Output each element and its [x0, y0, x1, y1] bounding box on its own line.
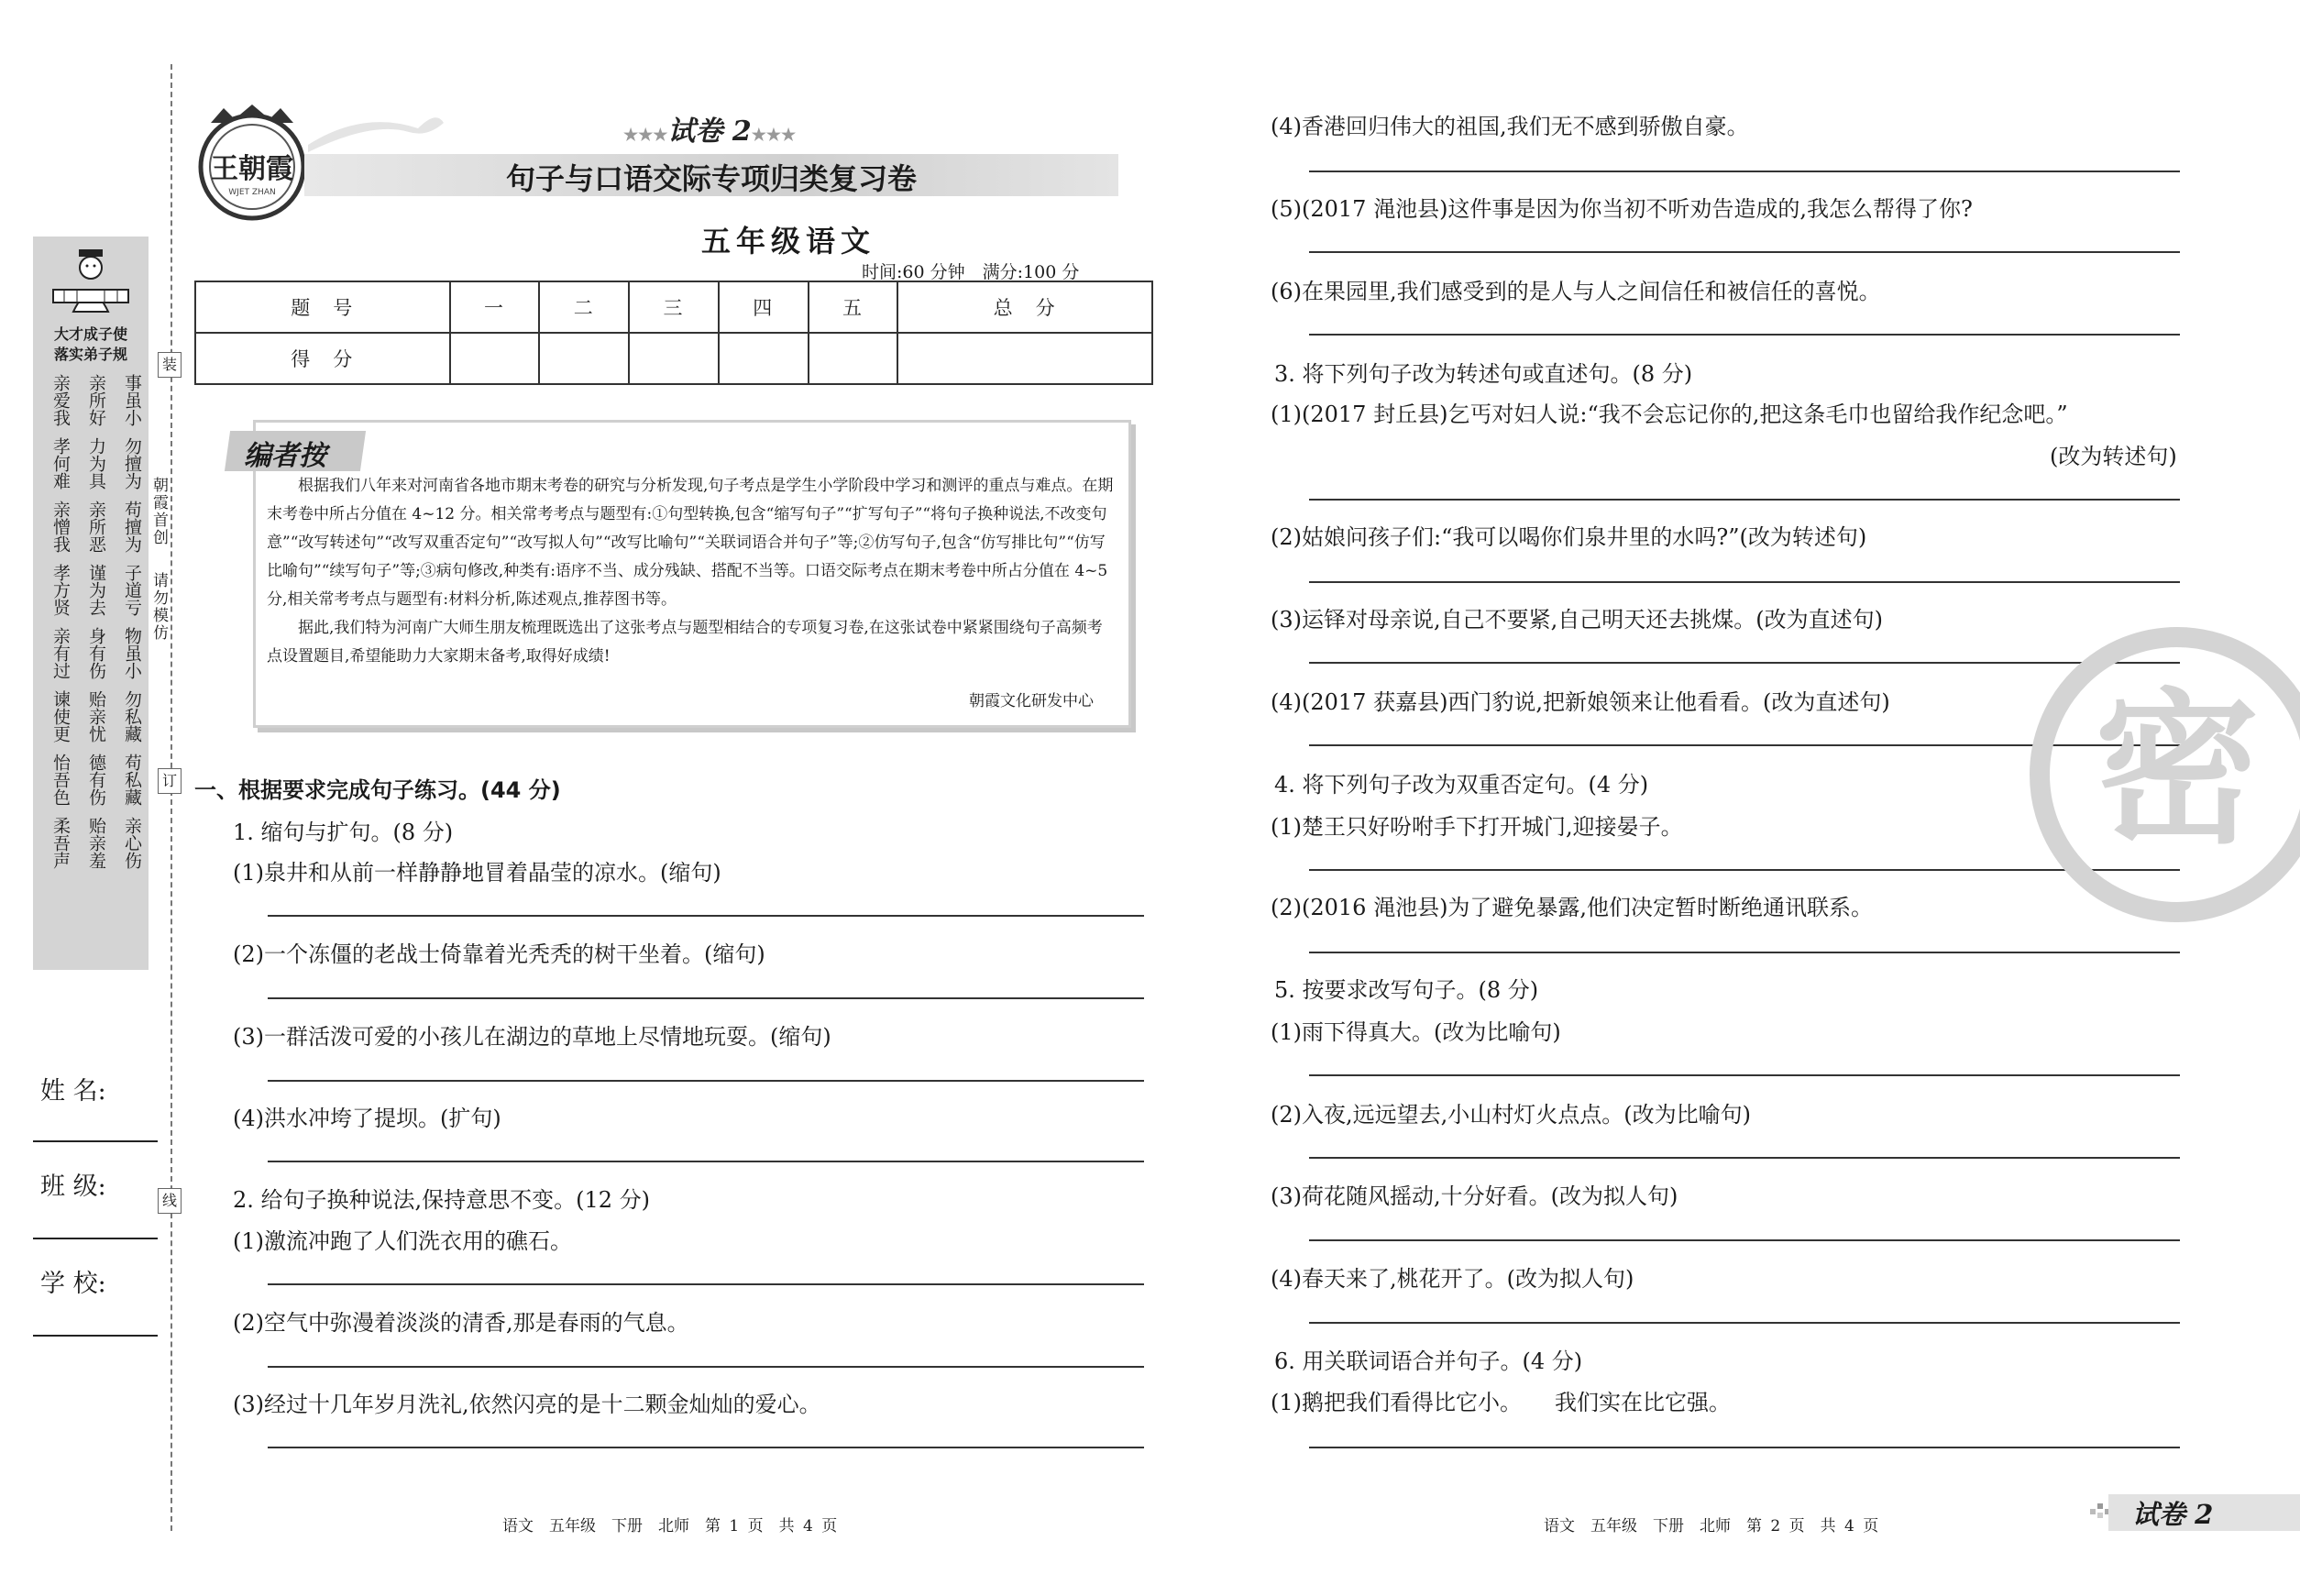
logo-subtext: WJET ZHAN — [228, 188, 276, 197]
question-item: (2)空气中弥漫着淡淡的清香,那是春雨的气息。 — [233, 1310, 689, 1336]
editor-note — [253, 420, 1131, 728]
watermark-char: 密 — [2094, 675, 2261, 866]
section-title: 一、根据要求完成句子练习。(44 分) — [194, 777, 561, 803]
ribbon-decoration-icon — [308, 101, 446, 156]
score-header-cell: 二 — [539, 281, 629, 333]
name-label: 姓 名: — [40, 1077, 106, 1106]
question-item: (1)激流冲跑了人们洗衣用的礁石。 — [233, 1228, 572, 1254]
question-item: (4)春天来了,桃花开了。(改为拟人句) — [1271, 1266, 1634, 1292]
editor-note-signature: 朝霞文化研发中心 — [969, 692, 1094, 710]
answer-line[interactable] — [268, 1161, 1144, 1162]
school-label: 学 校: — [40, 1270, 106, 1298]
question-item: (1)雨下得真大。(改为比喻句) — [1271, 1019, 1561, 1045]
editor-note-paragraph: 据此,我们特为河南广大师生朋友梳理既选出了这张考点与题型相结合的专项复习卷,在这张试卷中紧紧围绕句子高频考点设置题目,希望能助力大家期末备考,取得好成绩! — [267, 619, 1103, 666]
dizigui-col: 勿擅为 — [122, 437, 142, 490]
answer-line[interactable] — [1309, 952, 2180, 953]
left-margin-panel — [33, 237, 149, 970]
question-item: (2)入夜,远远望去,小山村灯火点点。(改为比喻句) — [1271, 1102, 1751, 1128]
score-row-label: 得 分 — [195, 333, 450, 384]
dizigui-col: 贻亲忧 — [86, 690, 106, 743]
question-item: (2)一个冻僵的老战士倚靠着光秃秃的树干坐着。(缩句) — [233, 941, 765, 967]
question-item: (3)荷花随风摇动,十分好看。(改为拟人句) — [1271, 1183, 1678, 1209]
answer-line[interactable] — [1309, 251, 2180, 253]
question-title: 1. 缩句与扩句。(8 分) — [233, 820, 454, 845]
answer-line[interactable] — [268, 1447, 1144, 1448]
question-item: (4)(2017 获嘉县)西门豹说,把新娘领来让他看看。(改为直述句) — [1271, 689, 1890, 715]
score-cell[interactable] — [809, 333, 898, 384]
score-header-cell: 五 — [809, 281, 898, 333]
question-item: (4)香港回归伟大的祖国,我们无不感到骄傲自豪。 — [1271, 114, 1749, 139]
answer-line[interactable] — [268, 915, 1144, 917]
answer-line[interactable] — [1309, 581, 2180, 583]
dizigui-col: 谏使更 — [50, 690, 71, 743]
confidential-seal-icon — [2026, 623, 2300, 926]
paper-title: 句子与口语交际专项归类复习卷 — [505, 161, 917, 196]
question-item: (1)楚王只好吩咐手下打开城门,迎接晏子。 — [1271, 814, 1683, 840]
corner-paper-label: 试卷 2 — [2132, 1499, 2214, 1530]
page-footer: 语文 五年级 下册 北师 第 1 页 共 4 页 — [502, 1517, 838, 1535]
copyright-note: 请勿模仿 — [149, 572, 168, 642]
binding-mark: 线 — [158, 1188, 182, 1214]
answer-line[interactable] — [1309, 1447, 2180, 1448]
question-item: (3)一群活泼可爱的小孩儿在湖边的草地上尽情地玩耍。(缩句) — [233, 1024, 831, 1050]
question-item: (5)(2017 渑池县)这件事是因为你当初不听劝告造成的,我怎么帮得了你? — [1271, 196, 1973, 222]
dizigui-col: 德有伤 — [86, 754, 106, 806]
dizigui-col: 力为具 — [86, 437, 106, 490]
score-header-cell: 四 — [719, 281, 809, 333]
dizigui-col: 谨为去 — [86, 564, 106, 616]
score-cell[interactable] — [897, 333, 1152, 384]
question-title: 3. 将下列句子改为转述句或直述句。(8 分) — [1274, 361, 1693, 387]
copyright-note: 朝霞首创 — [149, 477, 168, 546]
answer-line[interactable] — [268, 1283, 1144, 1285]
dizigui-col: 孝何难 — [50, 437, 71, 490]
scholar-figure-icon — [46, 248, 136, 321]
answer-line[interactable] — [1309, 499, 2180, 501]
score-header-cell: 三 — [629, 281, 719, 333]
question-item: (4)洪水冲垮了提坝。(扩句) — [233, 1106, 501, 1131]
time-and-score-info: 时间:60 分钟 满分:100 分 — [862, 262, 1080, 282]
paper-number-label: 试卷 2 — [667, 116, 752, 148]
dizigui-col: 亲有过 — [50, 627, 71, 679]
dizigui-col: 事虽小 — [122, 374, 142, 426]
dizigui-col: 亲憎我 — [50, 501, 71, 553]
answer-line[interactable] — [268, 997, 1144, 999]
answer-line[interactable] — [1309, 1322, 2180, 1324]
binding-line — [171, 64, 172, 1531]
binding-mark: 装 — [158, 352, 182, 378]
question-item: (3)经过十几年岁月洗礼,依然闪亮的是十二颗金灿灿的爱心。 — [233, 1392, 821, 1417]
score-table — [194, 281, 1153, 385]
question-title: 6. 用关联词语合并句子。(4 分) — [1274, 1348, 1583, 1374]
slogan-line-2: 落实弟子规 — [53, 346, 127, 363]
dizigui-col: 亲心伤 — [122, 817, 142, 869]
score-header-cell: 一 — [450, 281, 540, 333]
class-label: 班 级: — [40, 1172, 106, 1201]
question-title: 5. 按要求改写句子。(8 分) — [1274, 977, 1539, 1003]
binding-mark: 订 — [158, 768, 182, 794]
score-cell[interactable] — [450, 333, 540, 384]
question-item: (1)泉井和从前一样静静地冒着晶莹的凉水。(缩句) — [233, 860, 721, 886]
dizigui-text — [50, 374, 141, 880]
dizigui-col: 柔吾声 — [50, 817, 71, 869]
question-item: (1)鹅把我们看得比它小。 我们实在比它强。 — [1271, 1390, 1731, 1415]
dizigui-col: 勿私藏 — [122, 690, 142, 743]
dizigui-col: 孝方贤 — [50, 564, 71, 616]
answer-line[interactable] — [1309, 1157, 2180, 1159]
score-cell[interactable] — [719, 333, 809, 384]
dizigui-col: 亲爱我 — [50, 374, 71, 426]
class-field[interactable] — [33, 1238, 158, 1239]
title-banner — [304, 154, 1118, 196]
logo-text: 王朝霞 — [211, 153, 293, 185]
slogan-line-1: 大才成子使 — [53, 325, 127, 343]
subject-heading: 五年级语文 — [700, 224, 875, 259]
editor-note-paragraph: 根据我们八年来对河南省各地市期末考卷的研究与分析发现,句子考点是学生小学阶段中学习和测评的重点与难点。在期末考卷中所占分值在 4~12 分。相关常考考点与题型有:①句型转换,包含“缩写句子”“扩写句子”“将句子换种说法,不改变句意”“改写转述句”“改写双重否定句”“改写拟人句”“改写比喻句”“关联词语合并句子”等;②仿写句子,包含“仿写排比句”“仿写比喻句”“续写句子”等;③病句修改,种类有:语序不当、成分残缺、搭配不当等。口语交际考点在期末考卷中所占分值在 4~5 分,相关常考考点与题型有:材料分析,陈述观点,推荐图书等。 — [267, 477, 1114, 609]
dizigui-col: 身有伤 — [86, 627, 106, 679]
score-cell[interactable] — [539, 333, 629, 384]
answer-line[interactable] — [1309, 1239, 2180, 1241]
dizigui-col: 怡吾色 — [50, 754, 71, 806]
question-item-tail: (改为转述句) — [2050, 444, 2177, 469]
score-cell[interactable] — [629, 333, 719, 384]
question-item: (1)(2017 封丘县)乞丐对妇人说:“我不会忘记你的,把这条毛巾也留给我作纪念吧。” — [1271, 402, 2068, 427]
dizigui-col: 亲所恶 — [86, 501, 106, 553]
brand-logo-icon — [193, 103, 312, 222]
dizigui-col: 贻亲羞 — [86, 817, 106, 869]
editor-note-tag: 编者按 — [244, 440, 326, 472]
question-item: (6)在果园里,我们感受到的是人与人之间信任和被信任的喜悦。 — [1271, 279, 1881, 304]
answer-line[interactable] — [1309, 1074, 2180, 1076]
dizigui-col: 苟私藏 — [122, 754, 142, 806]
paper-number: ★★★试卷 2★★★ — [623, 116, 797, 148]
dizigui-col: 亲所好 — [86, 374, 106, 426]
question-title: 2. 给句子换种说法,保持意思不变。(12 分) — [233, 1187, 651, 1213]
dizigui-col: 苟擅为 — [122, 501, 142, 553]
answer-line[interactable] — [268, 1080, 1144, 1082]
school-field[interactable] — [33, 1335, 158, 1337]
score-header-cell: 总 分 — [897, 281, 1152, 333]
name-field[interactable] — [33, 1140, 158, 1142]
dizigui-col: 物虽小 — [122, 627, 142, 679]
answer-line[interactable] — [268, 1366, 1144, 1368]
question-item: (3)运铎对母亲说,自己不要紧,自己明天还去挑煤。(改为直述句) — [1271, 607, 1883, 633]
answer-line[interactable] — [1309, 171, 2180, 172]
answer-line[interactable] — [1309, 334, 2180, 336]
page-footer: 语文 五年级 下册 北师 第 2 页 共 4 页 — [1544, 1517, 1879, 1535]
question-title: 4. 将下列句子改为双重否定句。(4 分) — [1274, 772, 1649, 798]
question-item: (2)姑娘问孩子们:“我可以喝你们泉井里的水吗?”(改为转述句) — [1271, 524, 1867, 550]
score-header-cell: 题 号 — [195, 281, 450, 333]
question-item: (2)(2016 渑池县)为了避免暴露,他们决定暂时断绝通讯联系。 — [1271, 895, 1874, 920]
dizigui-col: 子道亏 — [122, 564, 142, 616]
